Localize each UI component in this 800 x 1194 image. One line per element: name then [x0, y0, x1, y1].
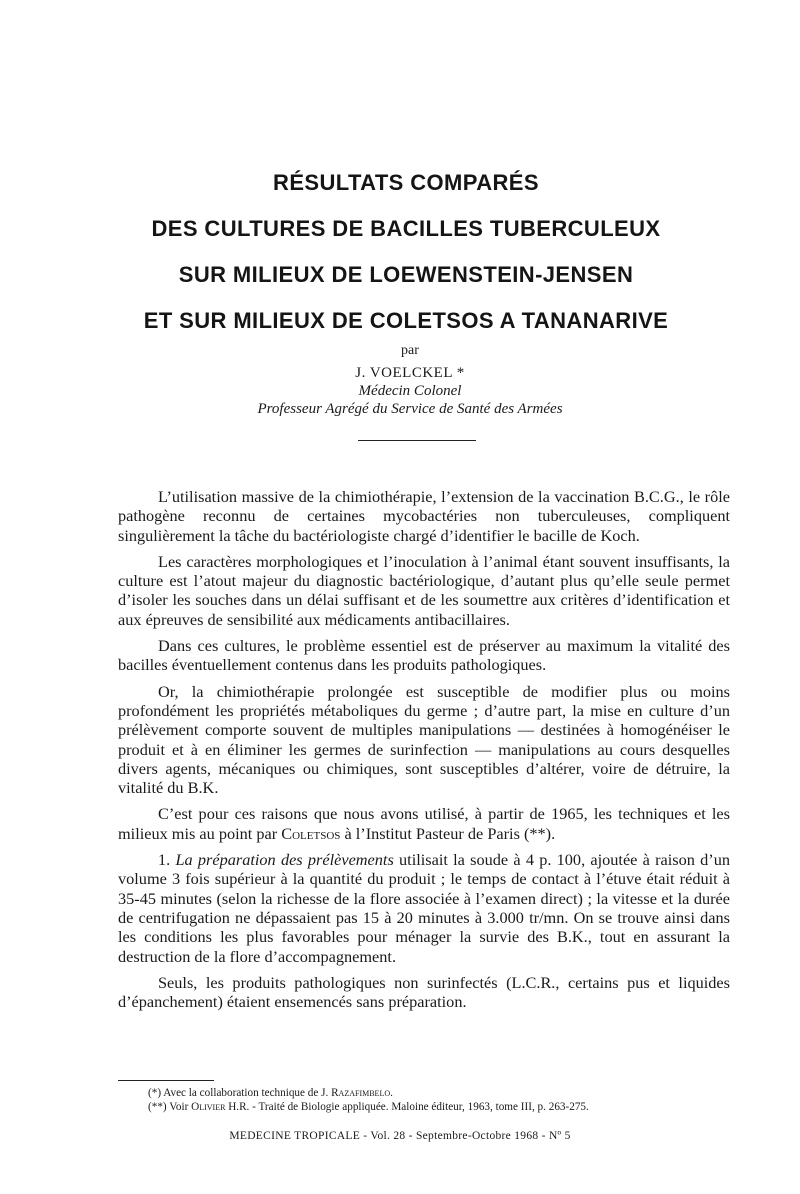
- paragraph-5-start: C’est pour ces raisons que nous avons utilisé, à partir de 1965, les techniques et les milieux mis au point par: [118, 804, 730, 843]
- paragraph-7: Seuls, les produits pathologiques non surinfectés (L.C.R., certains pus et liquides d’épanchement) étaient ensemencés sans préparation.: [118, 972, 730, 1012]
- section-number: 1.: [158, 850, 171, 870]
- title-line-4: ET SUR MILIEUX DE COLETSOS A TANANARIVE: [143, 308, 669, 333]
- footnote-2-rest: H.R. - Traité de Biologie appliquée. Maloine éditeur, 1963, tome III, p. 263-275.: [228, 1101, 589, 1113]
- footnote-1-text: Avec la collaboration technique de J.: [163, 1087, 329, 1099]
- paragraph-6-text: utilisait la soude à 4 p. 100, ajoutée à raison d’un volume 3 fois supérieur à la quantité du produit ; le temps de contact à l’étuve était réduit à 35-45 minutes (selon la richesse de la flore associée à l’examen direct) ; la vitesse et la durée de centrifugation ne dépassaient pas 15 à 20 minutes à 3.000 tr/mn. On se trouve ainsi dans les conditions les plus favorables pour ménager la survie des B.K., tout en assurant la destruction de la flore d’accompagnement.: [118, 850, 730, 966]
- title-line-2: DES CULTURES DE BACILLES TUBERCULEUX: [151, 216, 661, 241]
- article-title: [60, 160, 752, 344]
- footnote-2-mark: (**): [148, 1101, 167, 1113]
- paragraph-5: [118, 804, 730, 843]
- paragraph-3: Dans ces cultures, le problème essentiel est de préserver au maximum la vitalité des bacilles éventuellement contenus dans les produits pathologiques.: [118, 636, 730, 675]
- footnote-2-name: Olivier: [191, 1101, 226, 1113]
- running-footer: MEDECINE TROPICALE - Vol. 28 - Septembre-Octobre 1968 - Nº 5: [229, 1130, 571, 1142]
- article-body: [118, 487, 730, 1018]
- paragraph-6: [118, 850, 730, 966]
- author-by: par: [401, 343, 419, 358]
- author-block: [100, 342, 720, 418]
- title-divider: [358, 440, 476, 441]
- footnote-divider: [118, 1080, 214, 1081]
- title-line-1: RÉSULTATS COMPARÉS: [273, 170, 539, 195]
- section-lead: La préparation des prélèvements: [175, 850, 394, 870]
- footnote-2: [148, 1100, 748, 1114]
- footnote-1: [148, 1086, 748, 1100]
- title-line-3: SUR MILIEUX DE LOEWENSTEIN-JENSEN: [178, 262, 634, 287]
- footnotes: [148, 1086, 748, 1114]
- author-name: J. VOELCKEL *: [355, 365, 465, 381]
- footnote-2-text: Voir: [169, 1101, 189, 1113]
- author-role: Professeur Agrégé du Service de Santé des Armées: [257, 401, 563, 417]
- paragraph-5-end: à l’Institut Pasteur de Paris (**).: [344, 823, 556, 843]
- footnote-1-mark: (*): [148, 1087, 162, 1099]
- footnote-1-name: Razafimbelo.: [331, 1087, 393, 1099]
- author-reference-coletsos: Coletsos: [281, 823, 341, 843]
- paragraph-1: L’utilisation massive de la chimiothérapie, l’extension de la vaccination B.C.G., le rôle pathogène reconnu de certaines mycobactéries non tuberculeuses, compliquent singulièrement la tâche du bactériologiste chargé d’identifier le bacille de Koch.: [118, 487, 730, 545]
- paragraph-2: Les caractères morphologiques et l’inoculation à l’animal étant souvent insuffisants, la culture est l’atout majeur du diagnostic bactériologique, d’autant plus qu’elle seule permet d’isoler les souches dans un délai suffisant et de les soumettre aux critères d’identification et aux épreuves de sensibilité aux médicaments antibacillaires.: [118, 551, 730, 629]
- author-rank: Médecin Colonel: [358, 383, 462, 399]
- paragraph-4: Or, la chimiothérapie prolongée est susceptible de modifier plus ou moins profondément les propriétés métaboliques du germe ; d’autre part, la mise en culture d’un prélèvement comporte souvent de multiples manipulations — destinées à homogénéiser le produit et à en éliminer les germes de surinfection — manipulations au cours desquelles divers agents, mécaniques ou chimiques, sont susceptibles d’altérer, voire de détruire, la vitalité du B.K.: [118, 681, 730, 798]
